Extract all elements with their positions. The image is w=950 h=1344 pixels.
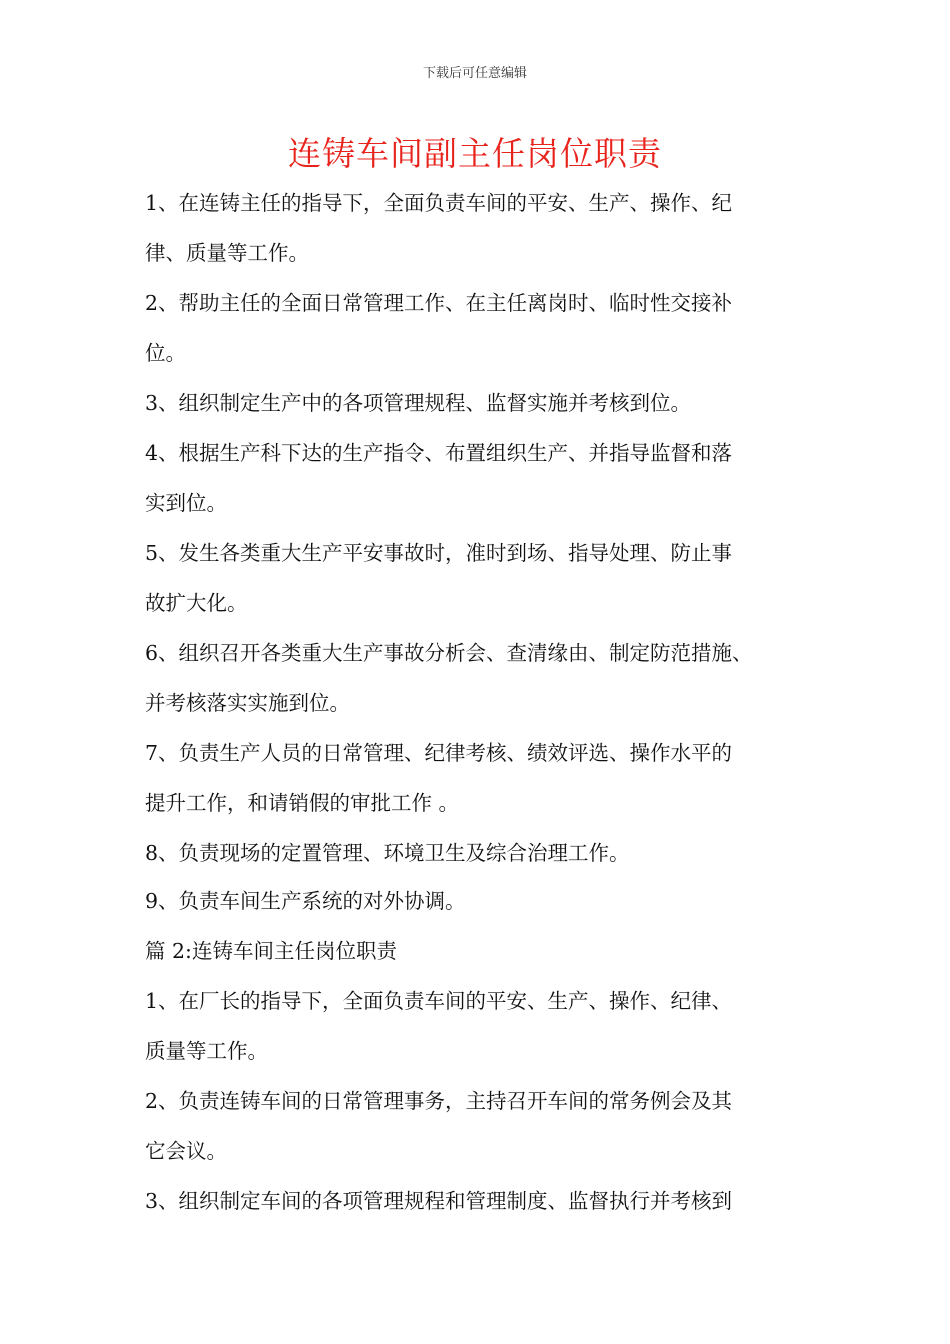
text-line: 5、发生各类重大生产平安事故时，准时到场、指导处理、防止事: [145, 541, 733, 565]
text-line: 1、在连铸主任的指导下，全面负责车间的平安、生产、操作、纪: [145, 191, 733, 215]
text-line: 故扩大化。: [145, 591, 248, 615]
page-header: 下载后可任意编辑: [422, 66, 527, 81]
document-title: 连铸车间副主任岗位职责: [288, 134, 662, 173]
text-line: 实到位。: [145, 491, 227, 515]
text-line: 3、组织制定车间的各项管理规程和管理制度、监督执行并考核到: [145, 1189, 733, 1213]
text-line: 2、负责连铸车间的日常管理事务，主持召开车间的常务例会及其: [145, 1089, 733, 1113]
text-line: 提升工作，和请销假的审批工作 。: [145, 791, 460, 815]
text-line: 2、帮助主任的全面日常管理工作、在主任离岗时、临时性交接补: [145, 291, 733, 315]
text-line: 1、在厂长的指导下，全面负责车间的平安、生产、操作、纪律、: [145, 989, 733, 1013]
text-line: 并考核落实实施到位。: [145, 691, 350, 715]
text-line: 质量等工作。: [145, 1039, 268, 1063]
section-heading: 篇 2:连铸车间主任岗位职责: [145, 939, 397, 963]
text-line: 4、根据生产科下达的生产指令、布置组织生产、并指导监督和落: [145, 441, 733, 465]
text-line: 9、负责车间生产系统的对外协调。: [145, 889, 466, 913]
text-line: 8、负责现场的定置管理、环境卫生及综合治理工作。: [145, 841, 630, 865]
text-line: 它会议。: [145, 1139, 227, 1163]
text-line: 位。: [145, 341, 186, 365]
text-line: 3、组织制定生产中的各项管理规程、监督实施并考核到位。: [145, 391, 692, 415]
text-line: 7、负责生产人员的日常管理、纪律考核、绩效评选、操作水平的: [145, 741, 733, 765]
text-line: 6、组织召开各类重大生产事故分析会、查清缘由、制定防范措施、: [145, 641, 753, 665]
text-line: 律、质量等工作。: [145, 241, 309, 265]
